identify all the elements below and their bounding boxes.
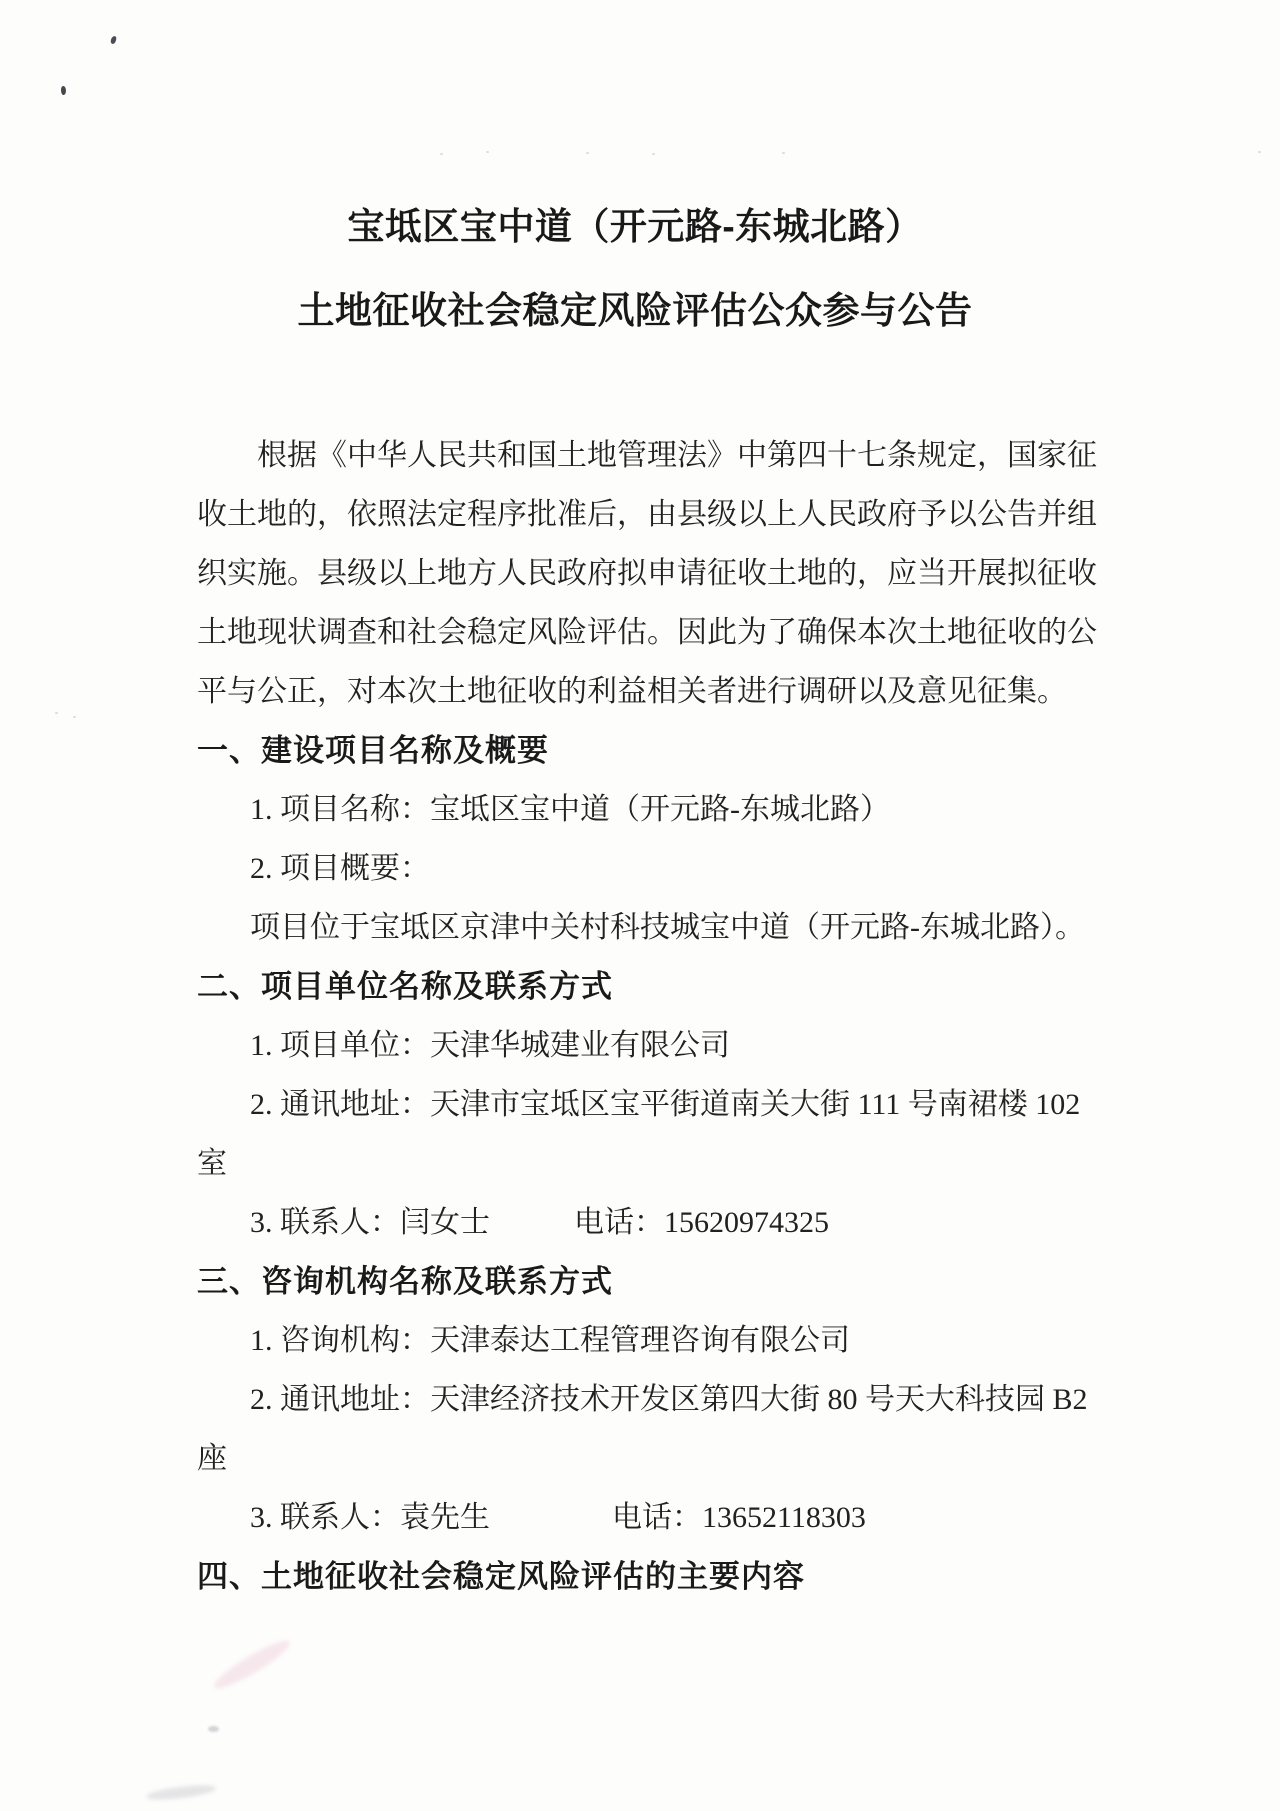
scan-noise-dot — [586, 152, 589, 154]
scan-noise-dot — [73, 716, 76, 718]
scan-noise-dot — [440, 153, 443, 155]
section-3-address-line-2: 座 — [197, 1442, 227, 1475]
scan-smudge — [146, 1783, 217, 1802]
section-2-address-line-2: 室 — [197, 1147, 227, 1180]
section-3-contact-person: 3. 联系人：袁先生 — [250, 1501, 490, 1534]
section-3-heading: 三、咨询机构名称及联系方式 — [197, 1264, 613, 1299]
scan-speck — [110, 36, 117, 45]
section-2-address-line-1: 2. 通讯地址：天津市宝坻区宝平街道南关大街 111 号南裙楼 102 — [250, 1088, 1081, 1121]
scan-noise-dot — [652, 153, 655, 155]
intro-line-5: 平与公正，对本次土地征收的利益相关者进行调研以及意见征集。 — [197, 675, 1067, 708]
section-1-project-name: 1. 项目名称：宝坻区宝中道（开元路-东城北路） — [250, 793, 890, 826]
document-body — [197, 426, 1127, 1606]
document-title-line2: 土地征收社会稳定风险评估公众参与公告 — [297, 290, 973, 331]
intro-line-4: 土地现状调查和社会稳定风险评估。因此为了确保本次土地征收的公 — [197, 616, 1097, 649]
scan-noise-dot — [486, 151, 489, 153]
section-1-project-summary-label: 2. 项目概要： — [250, 852, 430, 885]
scan-smudge — [210, 1635, 294, 1695]
scan-smudge — [208, 1726, 219, 1732]
section-2-contact-phone: 电话：15620974325 — [574, 1206, 829, 1239]
section-4-heading: 四、土地征收社会稳定风险评估的主要内容 — [197, 1559, 805, 1594]
section-2-contact-person: 3. 联系人：闫女士 — [250, 1206, 490, 1239]
section-2-heading: 二、项目单位名称及联系方式 — [197, 969, 613, 1004]
section-3-contact-phone: 电话：13652118303 — [612, 1501, 866, 1534]
section-1-heading: 一、建设项目名称及概要 — [197, 733, 549, 768]
intro-line-1: 根据《中华人民共和国土地管理法》中第四十七条规定，国家征 — [257, 439, 1097, 472]
section-3-contact-line — [197, 1488, 1127, 1547]
scan-noise-dot — [782, 152, 785, 154]
intro-line-2: 收土地的，依照法定程序批准后，由县级以上人民政府予以公告并组 — [197, 498, 1097, 531]
section-1-project-summary-text: 项目位于宝坻区京津中关村科技城宝中道（开元路-东城北路）。 — [250, 911, 1085, 944]
scan-speck — [60, 86, 66, 96]
scan-noise-dot — [1258, 151, 1261, 153]
section-3-address-line-1: 2. 通讯地址：天津经济技术开发区第四大街 80 号天大科技园 B2 — [250, 1383, 1088, 1416]
section-3-consulting-org: 1. 咨询机构：天津泰达工程管理咨询有限公司 — [250, 1324, 850, 1357]
intro-line-3: 织实施。县级以上地方人民政府拟申请征收土地的，应当开展拟征收 — [197, 557, 1097, 590]
document-title-line1: 宝坻区宝中道（开元路-东城北路） — [347, 206, 923, 247]
section-2-project-unit: 1. 项目单位：天津华城建业有限公司 — [250, 1029, 730, 1062]
scan-noise-dot — [55, 712, 58, 714]
section-2-contact-line — [197, 1193, 1127, 1252]
